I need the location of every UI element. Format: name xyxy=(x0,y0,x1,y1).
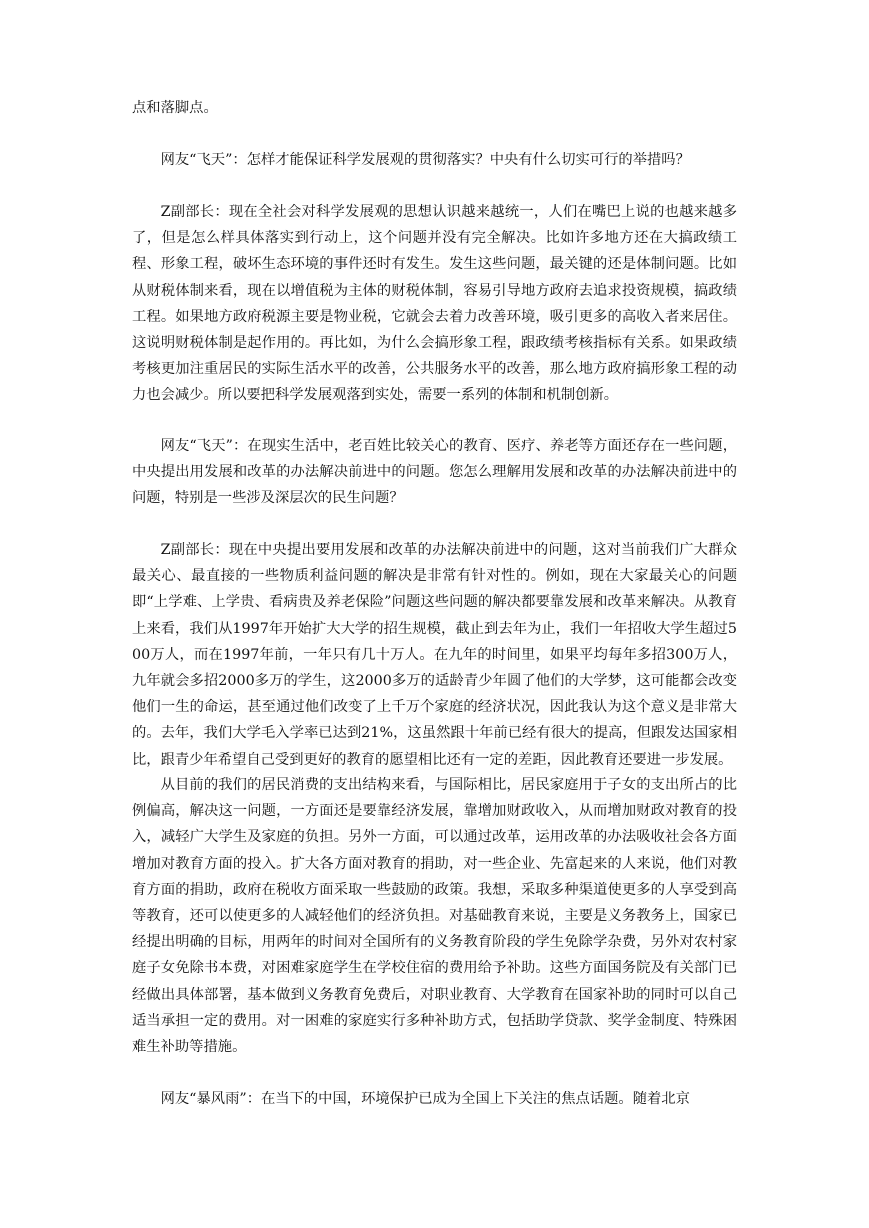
paragraph-fragment: 点和落脚点。 xyxy=(132,100,218,116)
question-paragraph: 网友“暴风雨”：在当下的中国，环境保护已成为全国上下关注的焦点话题。随着北京 xyxy=(160,1091,690,1107)
answer-paragraph: Z副部长：现在中央提出要用发展和改革的办法解决前进中的问题，这对当前我们广大群众最关心、最直接的一些物质利益问题的解决是非常有针对性的。例如，现在大家最关心的问题即“上学难、上学贵、看病贵及养老保险”问题这些问题的解决都要靠发展和改革来解决。从教育上来看，我们从1997年开始扩大大学的招生规模，截止到去年为止，我们一年招收大学生超过500万人，而在1997年前，一年只有几十万人。在九年的时间里，如果平均每年多招300万人，九年就会多招2000多万的学生，这2000多万的适龄青少年圆了他们的大学梦，这可能都会改变他们一生的命运，甚至通过他们改变了上千万个家庭的经济状况，因此我认为这个意义是非常大的。去年，我们大学毛入学率已达到21%，这虽然跟十年前已经有很大的提高，但跟发达国家相比，跟青少年希望自己受到更好的教育的愿望相比还有一定的差距，因此教育还要进一步发展。 xyxy=(132,542,737,768)
answer-paragraph: Z副部长：现在全社会对科学发展观的思想认识越来越统一，人们在嘴巴上说的也越来越多了，但是怎么样具体落实到行动上，这个问题并没有完全解决。比如许多地方还在大搞政绩工程、形象工程，破坏生态环境的事件还时有发生。发生这些问题，最关键的还是体制问题。比如从财税体制来看，现在以增值税为主体的财税体制，容易引导地方政府去追求投资规模，搞政绩工程。如果地方政府税源主要是物业税，它就会去着力改善环境，吸引更多的高收入者来居住。这说明财税体制是起作用的。再比如，为什么会搞形象工程，跟政绩考核指标有关系。如果政绩考核更加注重居民的实际生活水平的改善，公共服务水平的改善，那么地方政府搞形象工程的动力也会减少。所以要把科学发展观落到实处，需要一系列的体制和机制创新。 xyxy=(132,204,737,404)
question-paragraph: 网友“飞天”：怎样才能保证科学发展观的贯彻落实？中央有什么切实可行的举措吗？ xyxy=(160,152,690,168)
question-paragraph: 网友“飞天”：在现实生活中，老百姓比较关心的教育、医疗、养老等方面还存在一些问题，中央提出用发展和改革的办法解决前进中的问题。您怎么理解用发展和改革的办法解决前进中的问题，特别是一些涉及深层次的民生问题？ xyxy=(132,438,737,507)
body-paragraph: 从目前的我们的居民消费的支出结构来看，与国际相比，居民家庭用于子女的支出所占的比例偏高，解决这一问题，一方面还是要靠经济发展，靠增加财政收入，从而增加财政对教育的投入，减轻广大学生及家庭的负担。另外一方面，可以通过改革，运用改革的办法吸收社会各方面增加对教育方面的投入。扩大各方面对教育的捐助，对一些企业、先富起来的人来说，他们对教育方面的捐助，政府在税收方面采取一些鼓励的政策。我想，采取多种渠道使更多的人享受到高等教育，还可以使更多的人减轻他们的经济负担。对基础教育来说，主要是义务教务上，国家已经提出明确的目标，用两年的时间对全国所有的义务教育阶段的学生免除学杂费，另外对农村家庭子女免除书本费，对困难家庭学生在学校住宿的费用给予补助。这些方面国务院及有关部门已经做出具体部署，基本做到义务教育免费后，对职业教育、大学教育在国家补助的同时可以自己适当承担一定的费用。对一困难的家庭实行多种补助方式，包括助学贷款、奖学金制度、特殊困难生补助等措施。 xyxy=(132,777,737,1056)
